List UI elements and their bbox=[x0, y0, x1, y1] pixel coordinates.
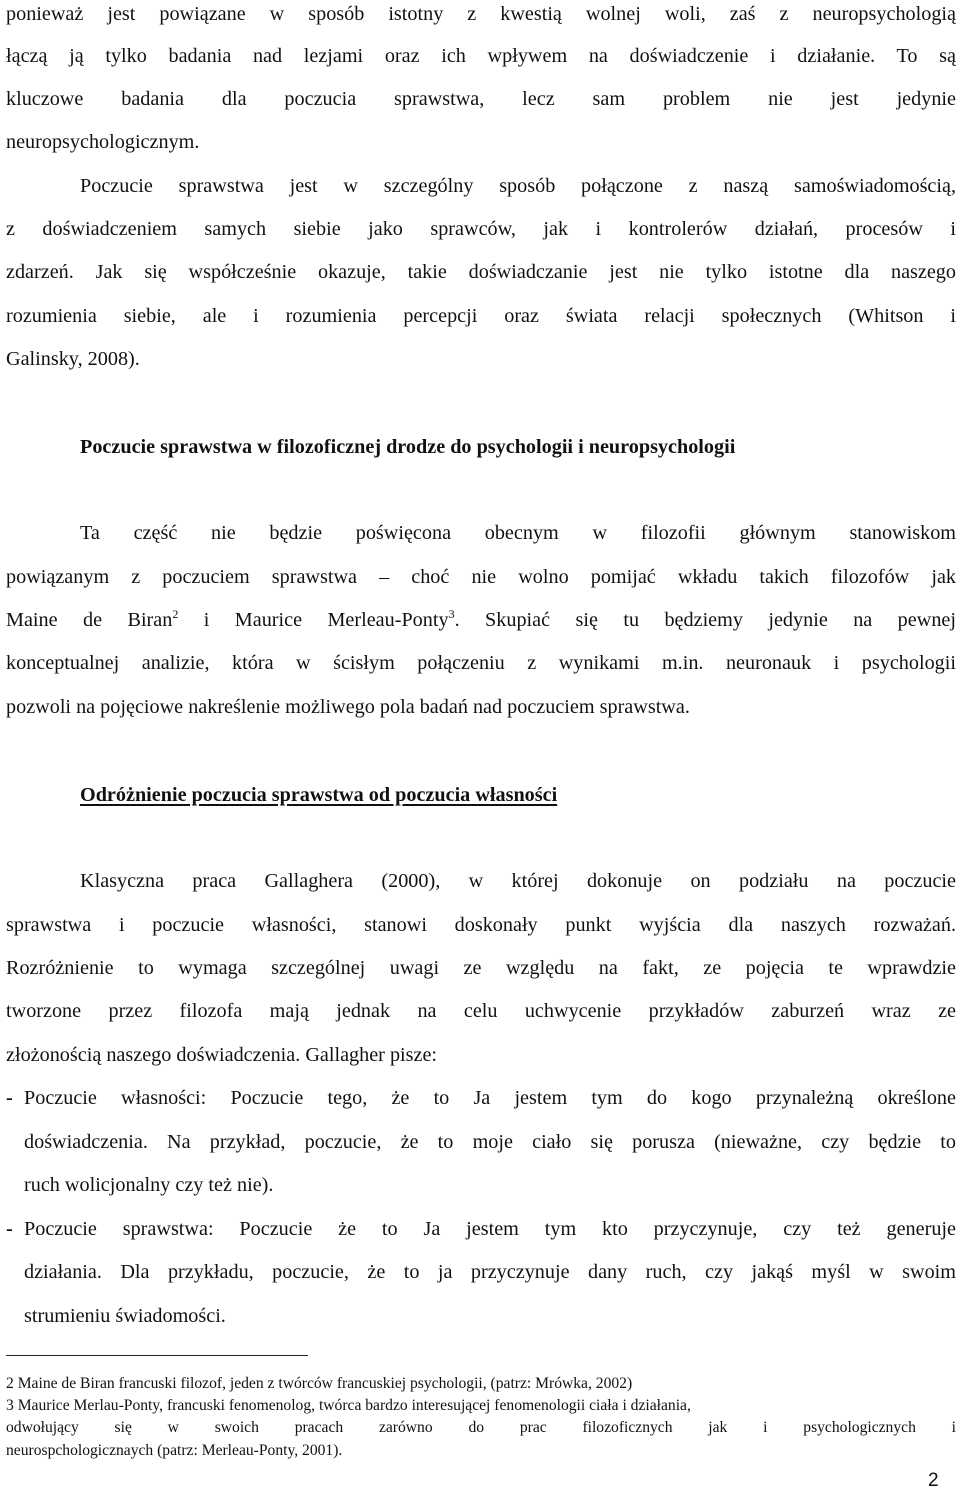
paragraph-2-line-3: zdarzeń. Jak się współcześnie okazuje, takie doświadczanie jest nie tylko istotne dla naszego bbox=[6, 261, 956, 283]
footnote-3-line-3: neurospchologicznaych (patrz: Merleau-Ponty, 2001). bbox=[6, 1442, 343, 1459]
paragraph-3-line-4: konceptualnej analizie, która w ścisłym połączeniu z wynikami m.in. neuronauk i psychologii bbox=[6, 652, 956, 674]
list-item-2-dash bbox=[6, 1215, 22, 1243]
list-item-2-line-3: strumieniu świadomości. bbox=[24, 1305, 226, 1327]
footnote-ref-2: 2 bbox=[172, 607, 179, 621]
footnote-3-line-1: 3 Maurice Merlau-Ponty, francuski fenomenolog, twórca bardzo interesującej fenomenologii ciała i działania, bbox=[6, 1397, 691, 1414]
paragraph-2-line-4: rozumienia siebie, ale i rozumienia percepcji oraz świata relacji społecznych (Whitson i bbox=[6, 305, 956, 327]
paragraph-1-line-2: łączą ją tylko badania nad lezjami oraz ich wpływem na doświadczenie i działanie. To są bbox=[6, 45, 956, 67]
list-dash: - bbox=[6, 1087, 13, 1109]
footnote-separator bbox=[6, 1355, 308, 1356]
paragraph-3-line-1: Ta część nie będzie poświęcona obecnym w filozofii głównym stanowiskom bbox=[80, 522, 956, 544]
footnote-3-line-2: odwołujący się w swoich pracach zarówno do prac filozoficznych jak i psychologicznych i bbox=[6, 1419, 956, 1436]
list-item-1-dash bbox=[6, 1084, 22, 1112]
paragraph-1-line-1: ponieważ jest powiązane w sposób istotny z kwestią wolnej woli, zaś z neuropsychologią bbox=[6, 3, 956, 25]
list-item-1-line-1: Poczucie własności: Poczucie tego, że to Ja jestem tym do kogo przynależną określone bbox=[24, 1087, 956, 1109]
paragraph-2-line-1: Poczucie sprawstwa jest w szczególny sposób połączone z naszą samoświadomością, bbox=[80, 175, 956, 197]
paragraph-3-text-a: Maine de Biran bbox=[6, 609, 173, 631]
list-item-1-line-2: doświadczenia. Na przykład, poczucie, że to moje ciało się porusza (nieważne, czy będzie to bbox=[24, 1131, 956, 1153]
section-heading-philosophy: Poczucie sprawstwa w filozoficznej drodze do psychologii i neuropsychologii bbox=[80, 436, 736, 458]
footnote-ref-3: 3 bbox=[448, 607, 455, 621]
paragraph-4-line-1: Klasyczna praca Gallaghera (2000), w której dokonuje on podziału na poczucie bbox=[80, 870, 956, 892]
paragraph-4-line-5: złożonością naszego doświadczenia. Gallagher pisze: bbox=[6, 1044, 438, 1066]
section-heading-ownership: Odróżnienie poczucia sprawstwa od poczucia własności bbox=[80, 784, 558, 806]
list-item-2-line-1: Poczucie sprawstwa: Poczucie że to Ja jestem tym kto przyczynuje, czy też generuje bbox=[24, 1218, 956, 1240]
paragraph-3-line-3 bbox=[6, 606, 956, 634]
paragraph-3-text-b: i Maurice Merleau-Ponty bbox=[178, 609, 449, 631]
paragraph-3-line-2: powiązanym z poczuciem sprawstwa – choć nie wolno pomijać wkładu takich filozofów jak bbox=[6, 566, 956, 588]
paragraph-3-line-5: pozwoli na pojęciowe nakreślenie możliwego pola badań nad poczuciem sprawstwa. bbox=[6, 696, 690, 718]
paragraph-3-text-c: . Skupiać się tu będziemy jedynie na pewnej bbox=[454, 609, 956, 631]
paragraph-4-line-2: sprawstwa i poczucie własności, stanowi doskonały punkt wyjścia dla naszych rozważań. bbox=[6, 914, 956, 936]
list-item-1-line-3: ruch wolicjonalny czy też nie). bbox=[24, 1174, 274, 1196]
paragraph-4-line-3: Rozróżnienie to wymaga szczególnej uwagi ze względu na fakt, ze pojęcia te wprawdzie bbox=[6, 957, 956, 979]
list-dash: - bbox=[6, 1218, 13, 1240]
paragraph-4-line-4: tworzone przez filozofa mają jednak na celu uchwycenie przykładów zaburzeń wraz ze bbox=[6, 1000, 956, 1022]
paragraph-1-line-4: neuropsychologicznym. bbox=[6, 131, 200, 153]
page-number: 2 bbox=[928, 1470, 939, 1491]
footnote-2: 2 Maine de Biran francuski filozof, jeden z twórców francuskiej psychologii, (patrz: Mrówka, 2002) bbox=[6, 1375, 633, 1392]
paragraph-2-line-5: Galinsky, 2008). bbox=[6, 348, 140, 370]
paragraph-1-line-3: kluczowe badania dla poczucia sprawstwa, lecz sam problem nie jest jedynie bbox=[6, 88, 956, 110]
list-item-2-line-2: działania. Dla przykładu, poczucie, że to ja przyczynuje dany ruch, czy jakąś myśl w swoim bbox=[24, 1261, 956, 1283]
paragraph-2-line-2: z doświadczeniem samych siebie jako sprawców, jak i kontrolerów działań, procesów i bbox=[6, 218, 956, 240]
